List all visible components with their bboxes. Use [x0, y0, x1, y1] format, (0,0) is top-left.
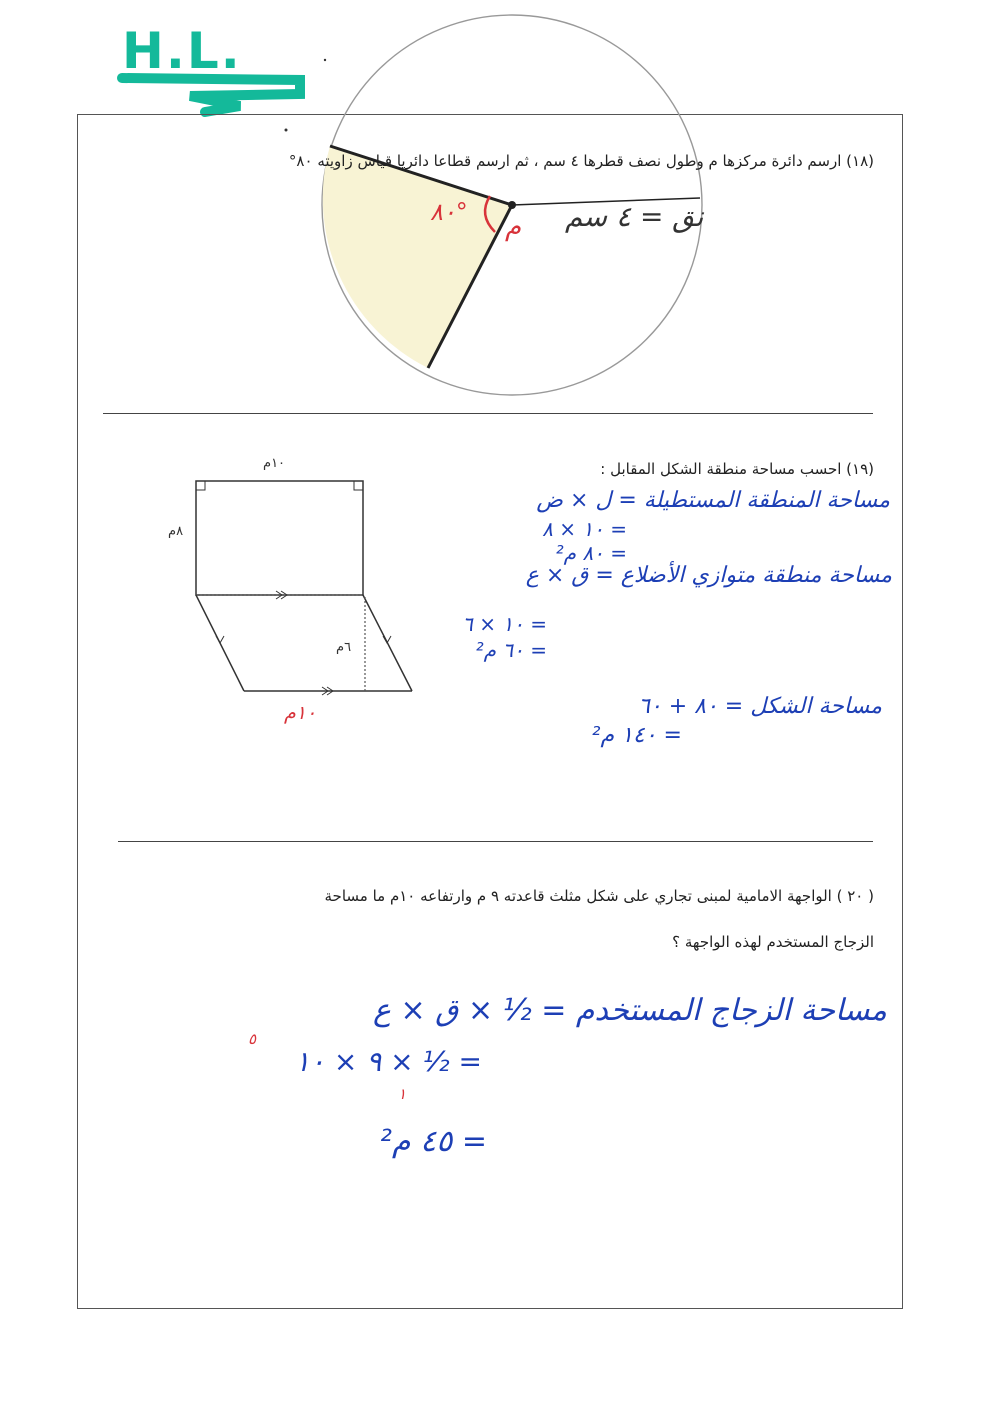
- q19-line-6: = ٦٠ م²: [475, 638, 547, 662]
- q20-question-line-2: الزجاج المستخدم لهذه الواجهة ؟: [672, 933, 874, 951]
- q20-correction-bottom: ١: [398, 1085, 407, 1103]
- q19-line-1: مساحة المنطقة المستطيلة = ل × ض: [536, 488, 890, 513]
- q19-side-label: ٨م: [168, 524, 184, 539]
- q19-height-label: ٦م: [336, 640, 352, 655]
- initials-logo: H.L.: [122, 22, 242, 80]
- q20-line-2: = ½ × ٩ × ١٠: [294, 1045, 482, 1078]
- q19-line-2: = ١٠ × ٨: [542, 517, 627, 541]
- q18-radius-note: نق = ٤ سم: [565, 200, 704, 233]
- q19-line-5: = ١٠ × ٦: [462, 612, 547, 636]
- q19-line-4: مساحة منطقة متوازي الأضلاع = ق × ع: [525, 563, 892, 588]
- q19-top-label: ١٠م: [263, 456, 286, 471]
- q19-line-7: مساحة الشكل = ٨٠ + ٦٠: [638, 694, 882, 719]
- q20-correction-top: ٥: [248, 1030, 257, 1048]
- q19-question: (١٩) احسب مساحة منطقة الشكل المقابل :: [600, 460, 874, 478]
- q20-line-3: = ٤٥ م²: [379, 1124, 487, 1159]
- q18-angle-label: °٨٠: [430, 198, 468, 226]
- q20-line-1: مساحة الزجاج المستخدم = ½ × ق × ع: [373, 993, 887, 1028]
- q20-question-line-1: ( ٢٠ ) الواجهة الامامية لمبنى تجاري على شكل مثلث قاعدته ٩ م وارتفاعه ١٠م ما مساحة: [324, 887, 874, 905]
- q18-question: (١٨) ارسم دائرة مركزها م وطول نصف قطرها ٤ سم ، ثم ارسم قطاعا دائريا قياس زاويته ٨٠°: [288, 152, 874, 170]
- q19-bottom-label: ١٠م: [284, 702, 317, 724]
- q19-line-3: = ٨٠ م²: [555, 541, 627, 565]
- q18-center-label: م: [505, 212, 522, 242]
- divider-2: [118, 841, 873, 842]
- q19-line-8: = ١٤٠ م²: [591, 723, 682, 748]
